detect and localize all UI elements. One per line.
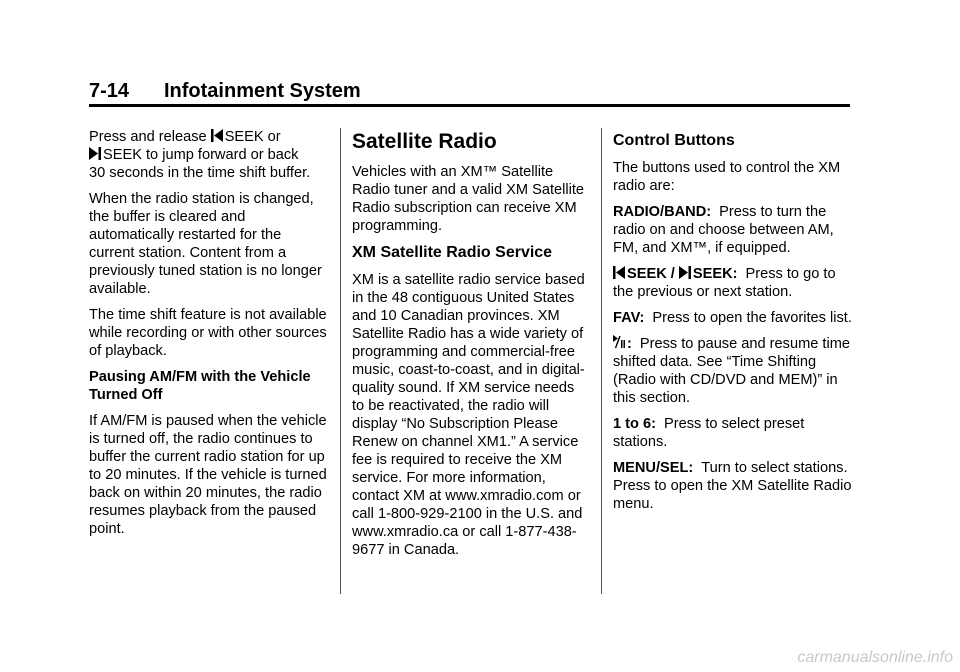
radio-band-term: RADIO/BAND: xyxy=(613,204,712,220)
time-shift-paragraph: The time shift feature is not available while recording or with other sources of playback. xyxy=(89,307,327,359)
column-left xyxy=(89,128,329,546)
menu-item: MENU/SEL: Turn to select stations. Press to open the XM Satellite Radio menu. xyxy=(613,460,852,512)
column-right xyxy=(613,128,858,521)
fav-item: FAV: Press to open the favorites list. xyxy=(613,310,852,326)
preset-item: 1 to 6: Press to select preset stations. xyxy=(613,416,805,450)
pausing-subhead: Pausing AM/FM with the Vehicle Turned Off xyxy=(89,369,311,403)
pausing-paragraph: If AM/FM is paused when the vehicle is turned off, the radio continues to buffer the current radio station for up to 20 minutes. If the vehicle is turned back on within 20 minutes, the radio resumes playback from the paused point. xyxy=(89,413,327,537)
control-buttons-heading: Control Buttons xyxy=(613,132,735,149)
pause-item: : Press to pause and resume time shifted data. See “Time Shifting (Radio with CD/DVD and MEM)” in this section. xyxy=(613,336,850,406)
xm-service-heading: XM Satellite Radio Service xyxy=(352,244,553,261)
preset-term: 1 to 6: xyxy=(613,416,656,432)
seek-item: SEEK / SEEK: Press to go to the previous or next station. xyxy=(613,266,836,300)
buffer-paragraph: When the radio station is changed, the buffer is cleared and automatically restarted for the current station. Content from a previously tuned station is no longer available. xyxy=(89,191,322,297)
column-divider-1 xyxy=(340,128,341,594)
play-pause-icon xyxy=(613,335,625,349)
column-middle xyxy=(352,128,590,567)
page-number: 7-14 xyxy=(89,80,130,102)
radio-band-item: RADIO/BAND: Press to turn the radio on and choose between AM, FM, and XM™, if equipped. xyxy=(613,204,834,256)
satellite-intro: Vehicles with an XM™ Satellite Radio tuner and a valid XM Satellite Radio subscription can receive XM programming. xyxy=(352,164,585,234)
watermark: carmanualsonline.info xyxy=(797,649,953,666)
xm-service-paragraph: XM is a satellite radio service based in the 48 contiguous United States and 10 Canadian provinces. XM Satellite Radio has a wide variety of programming and commercial-free music, coast-to-coast, and in digital-quality sound. If XM service needs to be reactivated, the radio will display “No Subscription Please Renew on channel XM1.” A service fee is required to receive the XM service. For more information, contact XM at www.xmradio.com or call 1-800-929-2100 in the U.S. and www.xmradio.ca or call 1-877-438-9677 in Canada. xyxy=(352,272,585,558)
seek-back-icon xyxy=(211,129,223,142)
fav-term: FAV: xyxy=(613,310,645,326)
seek-back-icon xyxy=(613,266,625,279)
column-divider-2 xyxy=(601,128,602,594)
header-rule xyxy=(89,104,850,107)
seek-forward-icon xyxy=(89,147,101,160)
page-header xyxy=(89,80,850,108)
page-title: Infotainment System xyxy=(164,80,361,102)
seek-paragraph: Press and release SEEK or SEEK to jump forward or back 30 seconds in the time shift buffer. xyxy=(89,129,311,181)
menu-sel-term: MENU/SEL: xyxy=(613,460,694,476)
seek-forward-icon xyxy=(679,266,691,279)
control-intro: The buttons used to control the XM radio are: xyxy=(613,160,841,194)
satellite-radio-heading: Satellite Radio xyxy=(352,130,497,153)
